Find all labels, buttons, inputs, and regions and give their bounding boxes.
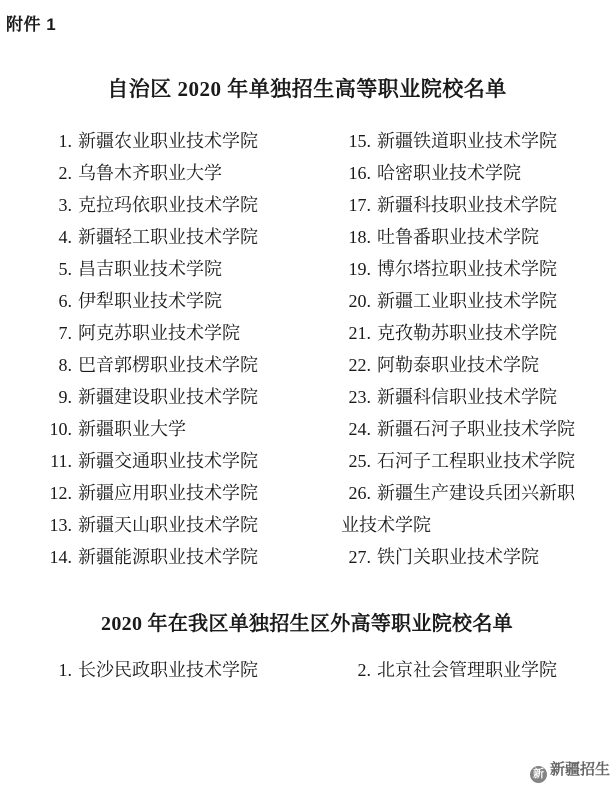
- school-list-2-right-column: [319, 654, 596, 686]
- list-item-number: 27.: [348, 547, 371, 567]
- list-item-number: 16.: [348, 163, 371, 183]
- list-item-line: [42, 349, 319, 381]
- list-item-line: [42, 253, 319, 285]
- list-item: [42, 445, 319, 477]
- list-item-line: [42, 189, 319, 221]
- list-item-label: 新疆农业职业技术学院: [78, 131, 258, 151]
- list-item-number: 13.: [49, 515, 72, 535]
- list-item-line: [341, 253, 596, 285]
- school-list-section-2: [0, 654, 614, 686]
- page-title-2: 2020 年在我区单独招生区外高等职业院校名单: [101, 613, 513, 635]
- list-item-line: [341, 349, 596, 381]
- list-item: [42, 477, 319, 509]
- list-item-label: 新疆石河子职业技术学院: [377, 419, 575, 439]
- list-item: [341, 157, 596, 189]
- list-item-line: [42, 317, 319, 349]
- list-item-line: [42, 541, 319, 573]
- school-list-1-left-column: [42, 125, 319, 573]
- list-item-number: 21.: [348, 323, 371, 343]
- list-item-number: 26.: [348, 483, 371, 503]
- list-item-number: 25.: [348, 451, 371, 471]
- list-item-line: [42, 381, 319, 413]
- list-item: [42, 125, 319, 157]
- list-item-label: 吐鲁番职业技术学院: [377, 227, 539, 247]
- list-item-label: 新疆建设职业技术学院: [78, 387, 258, 407]
- list-item: [42, 285, 319, 317]
- page-title-1: 自治区 2020 年单独招生高等职业院校名单: [107, 77, 507, 101]
- list-item-number: 7.: [58, 323, 72, 343]
- list-item: [42, 541, 319, 573]
- list-item-number: 8.: [58, 355, 72, 375]
- list-item: [42, 509, 319, 541]
- list-item: [42, 189, 319, 221]
- document-page: [0, 10, 614, 785]
- list-item-label: 新疆轻工职业技术学院: [78, 227, 258, 247]
- attachment-label: 附件 1: [6, 15, 57, 34]
- list-item-label: 新疆科技职业技术学院: [377, 195, 557, 215]
- list-item-number: 12.: [49, 483, 72, 503]
- list-item-number: 17.: [348, 195, 371, 215]
- list-item-label: 新疆科信职业技术学院: [377, 387, 557, 407]
- list-item-label: 新疆交通职业技术学院: [78, 451, 258, 471]
- list-item-label: 乌鲁木齐职业大学: [78, 163, 222, 183]
- watermark: [530, 758, 610, 783]
- list-item-label: 长沙民政职业技术学院: [78, 660, 258, 680]
- list-item: [341, 541, 596, 573]
- list-item-number: 4.: [58, 227, 72, 247]
- list-item: [341, 253, 596, 285]
- list-item: [341, 189, 596, 221]
- list-item-number: 19.: [348, 259, 371, 279]
- list-item-label: 北京社会管理职业学院: [377, 660, 557, 680]
- list-item-line: [341, 157, 596, 189]
- list-item: [42, 317, 319, 349]
- list-item-line: [341, 477, 596, 509]
- list-item-number: 18.: [348, 227, 371, 247]
- list-item-label: 阿克苏职业技术学院: [78, 323, 240, 343]
- list-item: [42, 381, 319, 413]
- list-item-number: 2.: [357, 660, 371, 680]
- list-item: [42, 253, 319, 285]
- list-item-label-continued: 业技术学院: [341, 515, 431, 535]
- watermark-text: 新疆招生: [549, 761, 610, 778]
- list-item-label: 克拉玛依职业技术学院: [78, 195, 258, 215]
- list-item: [42, 349, 319, 381]
- list-item-line: [42, 477, 319, 509]
- list-item: [341, 349, 596, 381]
- list-item-line: [42, 654, 319, 686]
- list-item-line: [42, 285, 319, 317]
- list-item-label: 石河子工程职业技术学院: [377, 451, 575, 471]
- school-list-2-left-column: [42, 654, 319, 686]
- list-item-number: 1.: [58, 131, 72, 151]
- list-item-number: 11.: [50, 451, 72, 471]
- list-item-line: [341, 381, 596, 413]
- list-item-line: [341, 317, 596, 349]
- list-item-line: [341, 413, 596, 445]
- list-item: [341, 654, 596, 686]
- list-item-number: 1.: [58, 660, 72, 680]
- list-item-line: [42, 125, 319, 157]
- list-item-label: 铁门关职业技术学院: [377, 547, 539, 567]
- list-item-label: 新疆天山职业技术学院: [78, 515, 258, 535]
- list-item-number: 10.: [49, 419, 72, 439]
- list-item: [341, 221, 596, 253]
- list-item-label: 新疆应用职业技术学院: [78, 483, 258, 503]
- list-item-number: 22.: [348, 355, 371, 375]
- list-item-number: 5.: [58, 259, 72, 279]
- list-item-line: [341, 125, 596, 157]
- list-item-label: 伊犁职业技术学院: [78, 291, 222, 311]
- list-item-number: 2.: [58, 163, 72, 183]
- list-item-label: 新疆生产建设兵团兴新职: [377, 483, 575, 503]
- list-item-line: [341, 654, 596, 686]
- list-item: [341, 125, 596, 157]
- list-item-label: 新疆能源职业技术学院: [78, 547, 258, 567]
- list-item-line: [42, 445, 319, 477]
- list-item-number: 23.: [348, 387, 371, 407]
- list-item: [341, 413, 596, 445]
- list-item: [341, 285, 596, 317]
- list-item-line: [42, 221, 319, 253]
- list-item-label: 昌吉职业技术学院: [78, 259, 222, 279]
- list-item-line: [42, 509, 319, 541]
- list-item-label: 新疆职业大学: [78, 419, 186, 439]
- list-item-label: 阿勒泰职业技术学院: [377, 355, 539, 375]
- list-item-label: 克孜勒苏职业技术学院: [377, 323, 557, 343]
- school-list-section-1: [0, 125, 614, 573]
- list-item: [341, 445, 596, 477]
- list-item: [42, 221, 319, 253]
- list-item: [42, 654, 319, 686]
- badge-icon: 新: [530, 766, 547, 783]
- list-item-number: 14.: [49, 547, 72, 567]
- list-item-number: 24.: [348, 419, 371, 439]
- school-list-1-right-column: [319, 125, 596, 573]
- list-item-line: [341, 189, 596, 221]
- list-item: [42, 413, 319, 445]
- list-item-number: 15.: [348, 131, 371, 151]
- list-item-line: [341, 541, 596, 573]
- list-item-line: [341, 221, 596, 253]
- list-item: [341, 381, 596, 413]
- list-item-line: [341, 445, 596, 477]
- list-item: [341, 477, 596, 541]
- list-item-number: 6.: [58, 291, 72, 311]
- list-item-line: [341, 285, 596, 317]
- list-item-label: 新疆工业职业技术学院: [377, 291, 557, 311]
- list-item-label: 巴音郭楞职业技术学院: [78, 355, 258, 375]
- list-item: [341, 317, 596, 349]
- list-item: [42, 157, 319, 189]
- list-item-line: [42, 157, 319, 189]
- list-item-label: 哈密职业技术学院: [377, 163, 521, 183]
- list-item-number: 3.: [58, 195, 72, 215]
- list-item-number: 9.: [58, 387, 72, 407]
- list-item-number: 20.: [348, 291, 371, 311]
- list-item-label: 新疆铁道职业技术学院: [377, 131, 557, 151]
- list-item-line: [42, 413, 319, 445]
- list-item-label: 博尔塔拉职业技术学院: [377, 259, 557, 279]
